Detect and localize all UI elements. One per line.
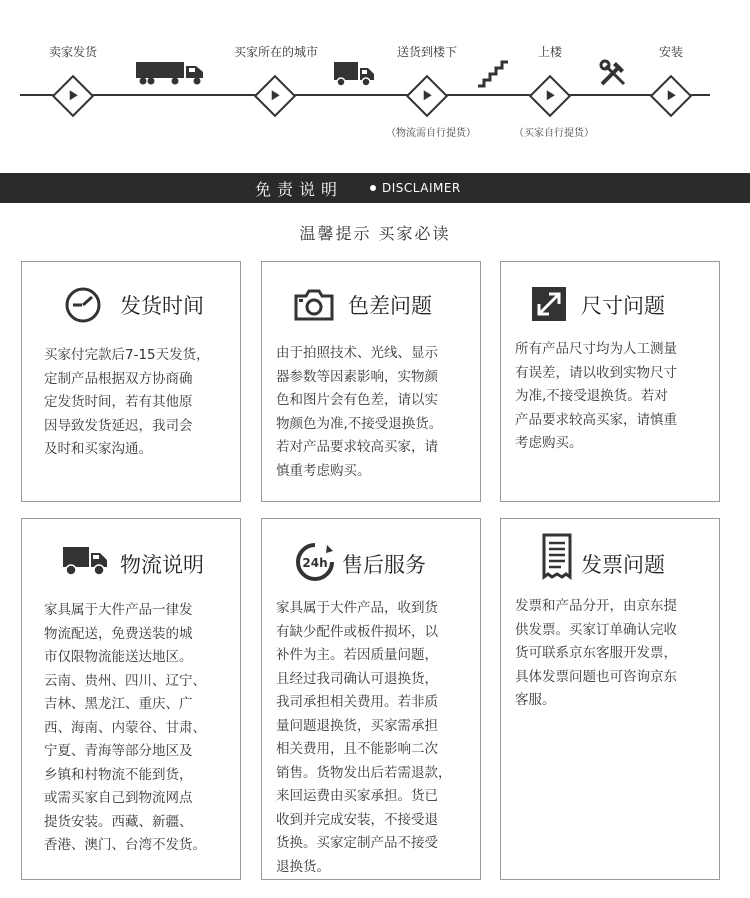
card-body: 家具属于大件产品一律发 物流配送，免费送装的城 市仅限物流能送达地区。 云南、贵州、四川、辽宁、 吉林、黑龙江、重庆、广 西、海南、内蒙谷、甘肃、 宁夏、青海等部分地区及 乡镇和村物流不能到货， 或需买家自己到物流网点 提货安装。西藏、新疆、 香港、澳门、台湾不发货。 — [44, 602, 206, 853]
card-title: 售后服务 — [342, 553, 426, 577]
notice-heading: 温馨提示 买家必读 — [299, 224, 451, 243]
camera-icon — [293, 288, 335, 322]
truck-icon — [62, 543, 108, 577]
receipt-icon — [541, 533, 573, 581]
card-title: 发票问题 — [581, 553, 665, 577]
24h-service-icon — [294, 541, 336, 583]
step-node-4 — [529, 75, 571, 117]
step-label-install: 安装 — [658, 45, 684, 59]
card-invoice — [500, 518, 720, 880]
card-body: 由于拍照技术、光线、显示 器参数等因素影响，实物颜 色和图片会有色差，请以实 物颜色为准,不接受退换货。 若对产品要求较高买家，请 慎重考虑购买。 — [276, 345, 443, 479]
svg-text:24h: 24h — [302, 556, 328, 570]
step-label-upstairs: 上楼 — [537, 45, 563, 59]
card-title: 物流说明 — [120, 553, 204, 577]
clock-icon — [64, 286, 102, 324]
flow-line — [20, 94, 710, 96]
card-size — [500, 261, 720, 502]
card-logistics — [21, 518, 241, 880]
card-after-sales — [261, 518, 481, 880]
disclaimer-banner — [0, 173, 750, 203]
stairs-icon — [476, 60, 512, 88]
card-title: 色差问题 — [348, 294, 432, 318]
resize-arrow-icon — [531, 286, 567, 322]
step-note-logistics-pickup: （物流需自行提货） — [386, 128, 476, 139]
banner-subtitle-en: DISCLAIMER — [382, 181, 461, 195]
step-node-1 — [52, 75, 94, 117]
truck-with-trailer-icon — [135, 60, 207, 86]
delivery-flow — [0, 0, 750, 170]
bullet-icon — [370, 185, 376, 191]
card-body: 所有产品尺寸均为人工测量 有误差，请以收到实物尺寸 为准,不接受退换货。若对 产品要求较高买家，请慎重 考虑购买。 — [515, 341, 677, 451]
step-label-delivered-downstairs: 送货到楼下 — [396, 45, 458, 59]
card-title: 发货时间 — [120, 294, 204, 318]
card-color-difference — [261, 261, 481, 502]
card-shipping-time — [21, 261, 241, 502]
card-body: 家具属于大件产品，收到货 有缺少配件或板件损坏，以 补件为主。若因质量问题， 且经过我司确认可退换货， 我司承担相关费用。若非质 量问题退换货，买家需承担 相关费用，且不能影响二次 销售。货物发出后若需退款， 来回运费由买家承担。货已 收到并完成安装，不接受退 货换。买家定制产品不接受 退换货。 — [276, 600, 452, 875]
step-node-3 — [406, 75, 448, 117]
step-note-buyer-pickup: （买家自行提货） — [514, 128, 594, 139]
card-title: 尺寸问题 — [581, 294, 665, 318]
tools-icon — [598, 58, 628, 88]
step-label-buyer-city: 买家所在的城市 — [233, 45, 319, 59]
step-label-seller-ships: 卖家发货 — [48, 45, 98, 59]
card-body: 买家付完款后7-15天发货， 定制产品根据双方协商确 定发货时间，若有其他原 因导致发货延迟，我司会 及时和买家沟通。 — [44, 347, 210, 457]
step-node-2 — [254, 75, 296, 117]
delivery-truck-icon — [333, 60, 375, 88]
step-node-5 — [650, 75, 692, 117]
banner-title: 免责说明 — [255, 180, 344, 199]
card-body: 发票和产品分开，由京东提 供发票。买家订单确认完收 货可联系京东客服开发票， 具体发票问题也可咨询京东 客服。 — [515, 598, 677, 708]
